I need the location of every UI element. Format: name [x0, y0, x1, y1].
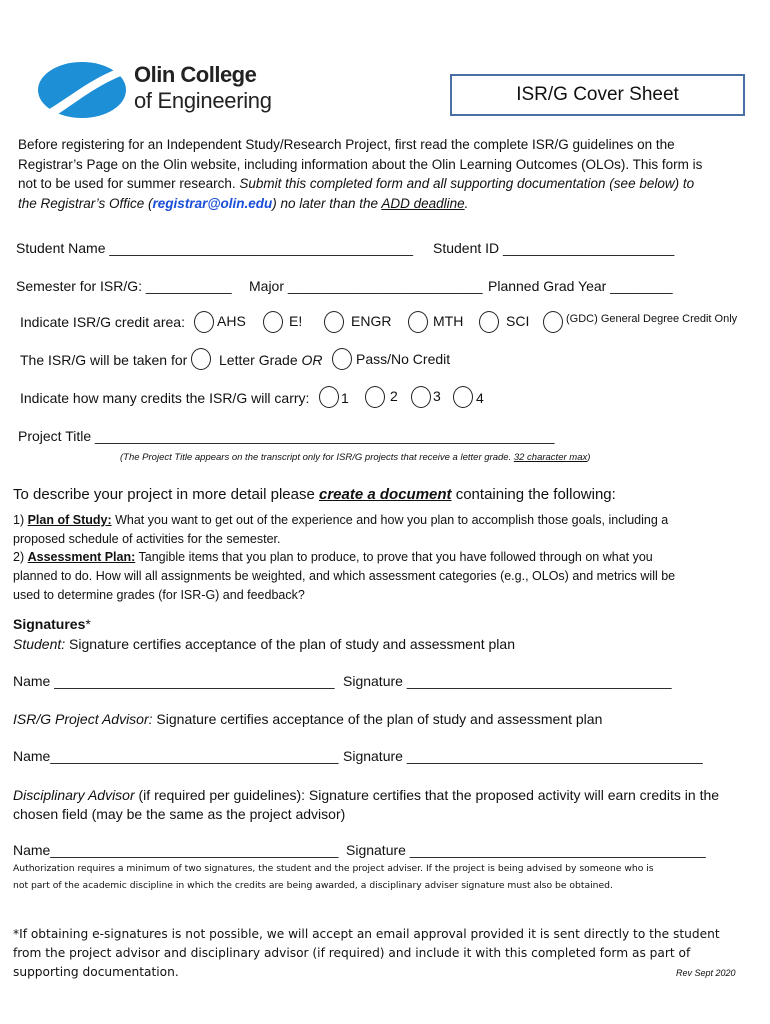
- student-signature-desc: [13, 636, 515, 652]
- revision-label: Rev Sept 2020: [676, 968, 736, 978]
- create-document-text: create a document: [319, 486, 452, 503]
- describe-heading: [13, 486, 616, 503]
- letter-grade-text: Letter Grade: [219, 352, 298, 368]
- advisor-name-field[interactable]: Name_____________________________________: [13, 748, 339, 764]
- intro-line4-b: ) no later than the: [272, 195, 382, 211]
- disciplinary-signature-field[interactable]: Signature ______________________________________: [346, 842, 706, 858]
- add-deadline-text: ADD deadline: [381, 195, 465, 211]
- logo-name-line1: Olin College: [134, 62, 257, 87]
- esig-line1: *If obtaining e-signatures is not possible, we will accept an email approval provided it is sent directly to the student: [13, 927, 720, 941]
- plan-text1: What you want to get out of the experience and how you plan to accomplish those goals, including a: [111, 513, 669, 527]
- plan-label: Plan of Study:: [27, 513, 112, 527]
- student-id-field[interactable]: Student ID ______________________: [433, 240, 675, 256]
- advisor-signature-desc: [13, 711, 602, 727]
- credit-area-ahs-label: AHS: [217, 313, 246, 329]
- intro-line1: Before registering for an Independent Study/Research Project, first read the complete ISR/G guidelines on the: [18, 137, 675, 152]
- plan-num: 1): [13, 513, 28, 527]
- form-title: ISR/G Cover Sheet: [450, 74, 745, 116]
- intro-line2: Registrar’s Page on the Olin website, including information about the Olin Learning Outcomes (OLOs). This form is: [18, 156, 703, 172]
- authorization-note: [13, 860, 654, 894]
- assessment-text1: Tangible items that you plan to produce, to prove that you have followed through on what you: [135, 550, 653, 564]
- describe-c: containing the following:: [451, 486, 616, 503]
- credits-3-label: 3: [433, 388, 441, 404]
- intro-line3: [18, 174, 748, 194]
- signatures-asterisk: *: [85, 616, 91, 632]
- credit-area-engr-label: ENGR: [351, 313, 392, 329]
- esignature-note: [13, 925, 720, 982]
- disciplinary-name-field[interactable]: Name_____________________________________: [13, 842, 339, 858]
- credits-2-label: 2: [390, 388, 398, 404]
- credit-area-ahs-radio[interactable]: [194, 311, 214, 333]
- project-title-field[interactable]: Project Title ___________________________________________________________: [18, 428, 555, 444]
- pass-no-credit-radio[interactable]: [332, 348, 352, 370]
- student-signature-field[interactable]: Signature __________________________________: [343, 673, 672, 689]
- assessment-label: Assessment Plan:: [27, 550, 136, 564]
- credits-1-label: 1: [341, 390, 349, 406]
- credit-area-e-radio[interactable]: [263, 311, 283, 333]
- grad-year-field[interactable]: Planned Grad Year ________: [488, 278, 673, 294]
- credit-area-engr-radio[interactable]: [324, 311, 344, 333]
- credit-area-label: Indicate ISR/G credit area:: [20, 314, 185, 330]
- credit-area-e-label: E!: [289, 313, 303, 329]
- credits-label: Indicate how many credits the ISR/G will carry:: [20, 390, 310, 406]
- credit-area-gdc-radio[interactable]: [543, 311, 563, 333]
- semester-field[interactable]: Semester for ISR/G: ___________: [16, 278, 232, 294]
- plan-of-study: [13, 511, 668, 548]
- credits-4-label: 4: [476, 390, 484, 406]
- describe-a: To describe your project in more detail please: [13, 486, 319, 503]
- letter-grade-label: [219, 352, 323, 368]
- letter-grade-radio[interactable]: [191, 348, 211, 370]
- credit-area-mth-radio[interactable]: [408, 311, 428, 333]
- project-title-note-a: (The Project Title appears on the transcript only for ISR/G projects that receive a letter grade.: [120, 452, 514, 463]
- intro-line3-italic: Submit this completed form and all supporting documentation (see below) to: [239, 176, 695, 191]
- credit-area-sci-radio[interactable]: [479, 311, 499, 333]
- student-role: Student:: [13, 636, 66, 652]
- esig-line3: supporting documentation.: [13, 965, 179, 979]
- intro-line4-c: .: [464, 195, 469, 211]
- pass-no-credit-label: Pass/No Credit: [356, 351, 451, 367]
- char-max-text: 32 character max: [513, 452, 588, 463]
- disc-desc2: chosen field (may be the same as the project advisor): [13, 806, 346, 822]
- credits-1-radio[interactable]: [319, 386, 339, 408]
- advisor-role: ISR/G Project Advisor:: [13, 711, 153, 727]
- assessment-text2: planned to do. How will all assignments be weighted, and which assessment categories (e.g., OLOs) and metrics will be: [13, 569, 676, 583]
- assessment-num: 2): [13, 550, 28, 564]
- signatures-heading-text: Signatures: [13, 616, 86, 632]
- disc-role: Disciplinary Advisor: [13, 787, 135, 803]
- registrar-email-link[interactable]: registrar@olin.edu: [152, 195, 273, 211]
- credits-4-radio[interactable]: [453, 386, 473, 408]
- intro-paragraph: [18, 135, 748, 213]
- major-field[interactable]: Major _________________________: [249, 278, 483, 294]
- signatures-heading: [13, 616, 91, 632]
- credit-area-mth-label: MTH: [433, 313, 464, 329]
- advisor-desc: Signature certifies acceptance of the plan of study and assessment plan: [152, 711, 603, 727]
- esig-line2: from the project advisor and disciplinary advisor (if required) and include it with this completed form as part of: [13, 946, 691, 960]
- student-name-field[interactable]: Student Name _______________________________________: [16, 240, 414, 256]
- assessment-text3: used to determine grades (for ISR-G) and feedback?: [13, 588, 305, 602]
- plan-text2: proposed schedule of activities for the semester.: [13, 531, 281, 546]
- project-title-note: [120, 452, 590, 463]
- credits-3-radio[interactable]: [411, 386, 431, 408]
- advisor-signature-field[interactable]: Signature ______________________________________: [343, 748, 703, 764]
- project-title-note-c: ): [587, 452, 591, 463]
- or-text: OR: [301, 352, 323, 368]
- authorization-line2: not part of the academic discipline in which the credits are being awarded, a disciplinary adviser signature must also be obtained.: [13, 880, 613, 891]
- olin-logo-mark-icon: [36, 60, 128, 120]
- credit-area-gdc-label: (GDC) General Degree Credit Only: [566, 313, 738, 325]
- student-name-sign-field[interactable]: Name ____________________________________: [13, 673, 335, 689]
- disc-desc1: (if required per guidelines): Signature certifies that the proposed activity will earn credits in the: [134, 787, 720, 803]
- disciplinary-advisor-desc: [13, 786, 719, 824]
- olin-logo: [36, 60, 272, 122]
- authorization-line1: Authorization requires a minimum of two signatures, the student and the project adviser. If the project is being advised by someone who is: [13, 863, 654, 874]
- student-desc: Signature certifies acceptance of the plan of study and assessment plan: [65, 636, 515, 652]
- grading-label: The ISR/G will be taken for: [20, 352, 188, 368]
- logo-name-line2: of Engineering: [134, 88, 272, 113]
- intro-line4-a: the Registrar’s Office (: [18, 195, 153, 211]
- intro-line3-plain: not to be used for summer research.: [18, 176, 240, 191]
- intro-line4: [18, 194, 748, 214]
- assessment-plan: [13, 548, 675, 605]
- credits-2-radio[interactable]: [365, 386, 385, 408]
- credit-area-sci-label: SCI: [506, 313, 530, 329]
